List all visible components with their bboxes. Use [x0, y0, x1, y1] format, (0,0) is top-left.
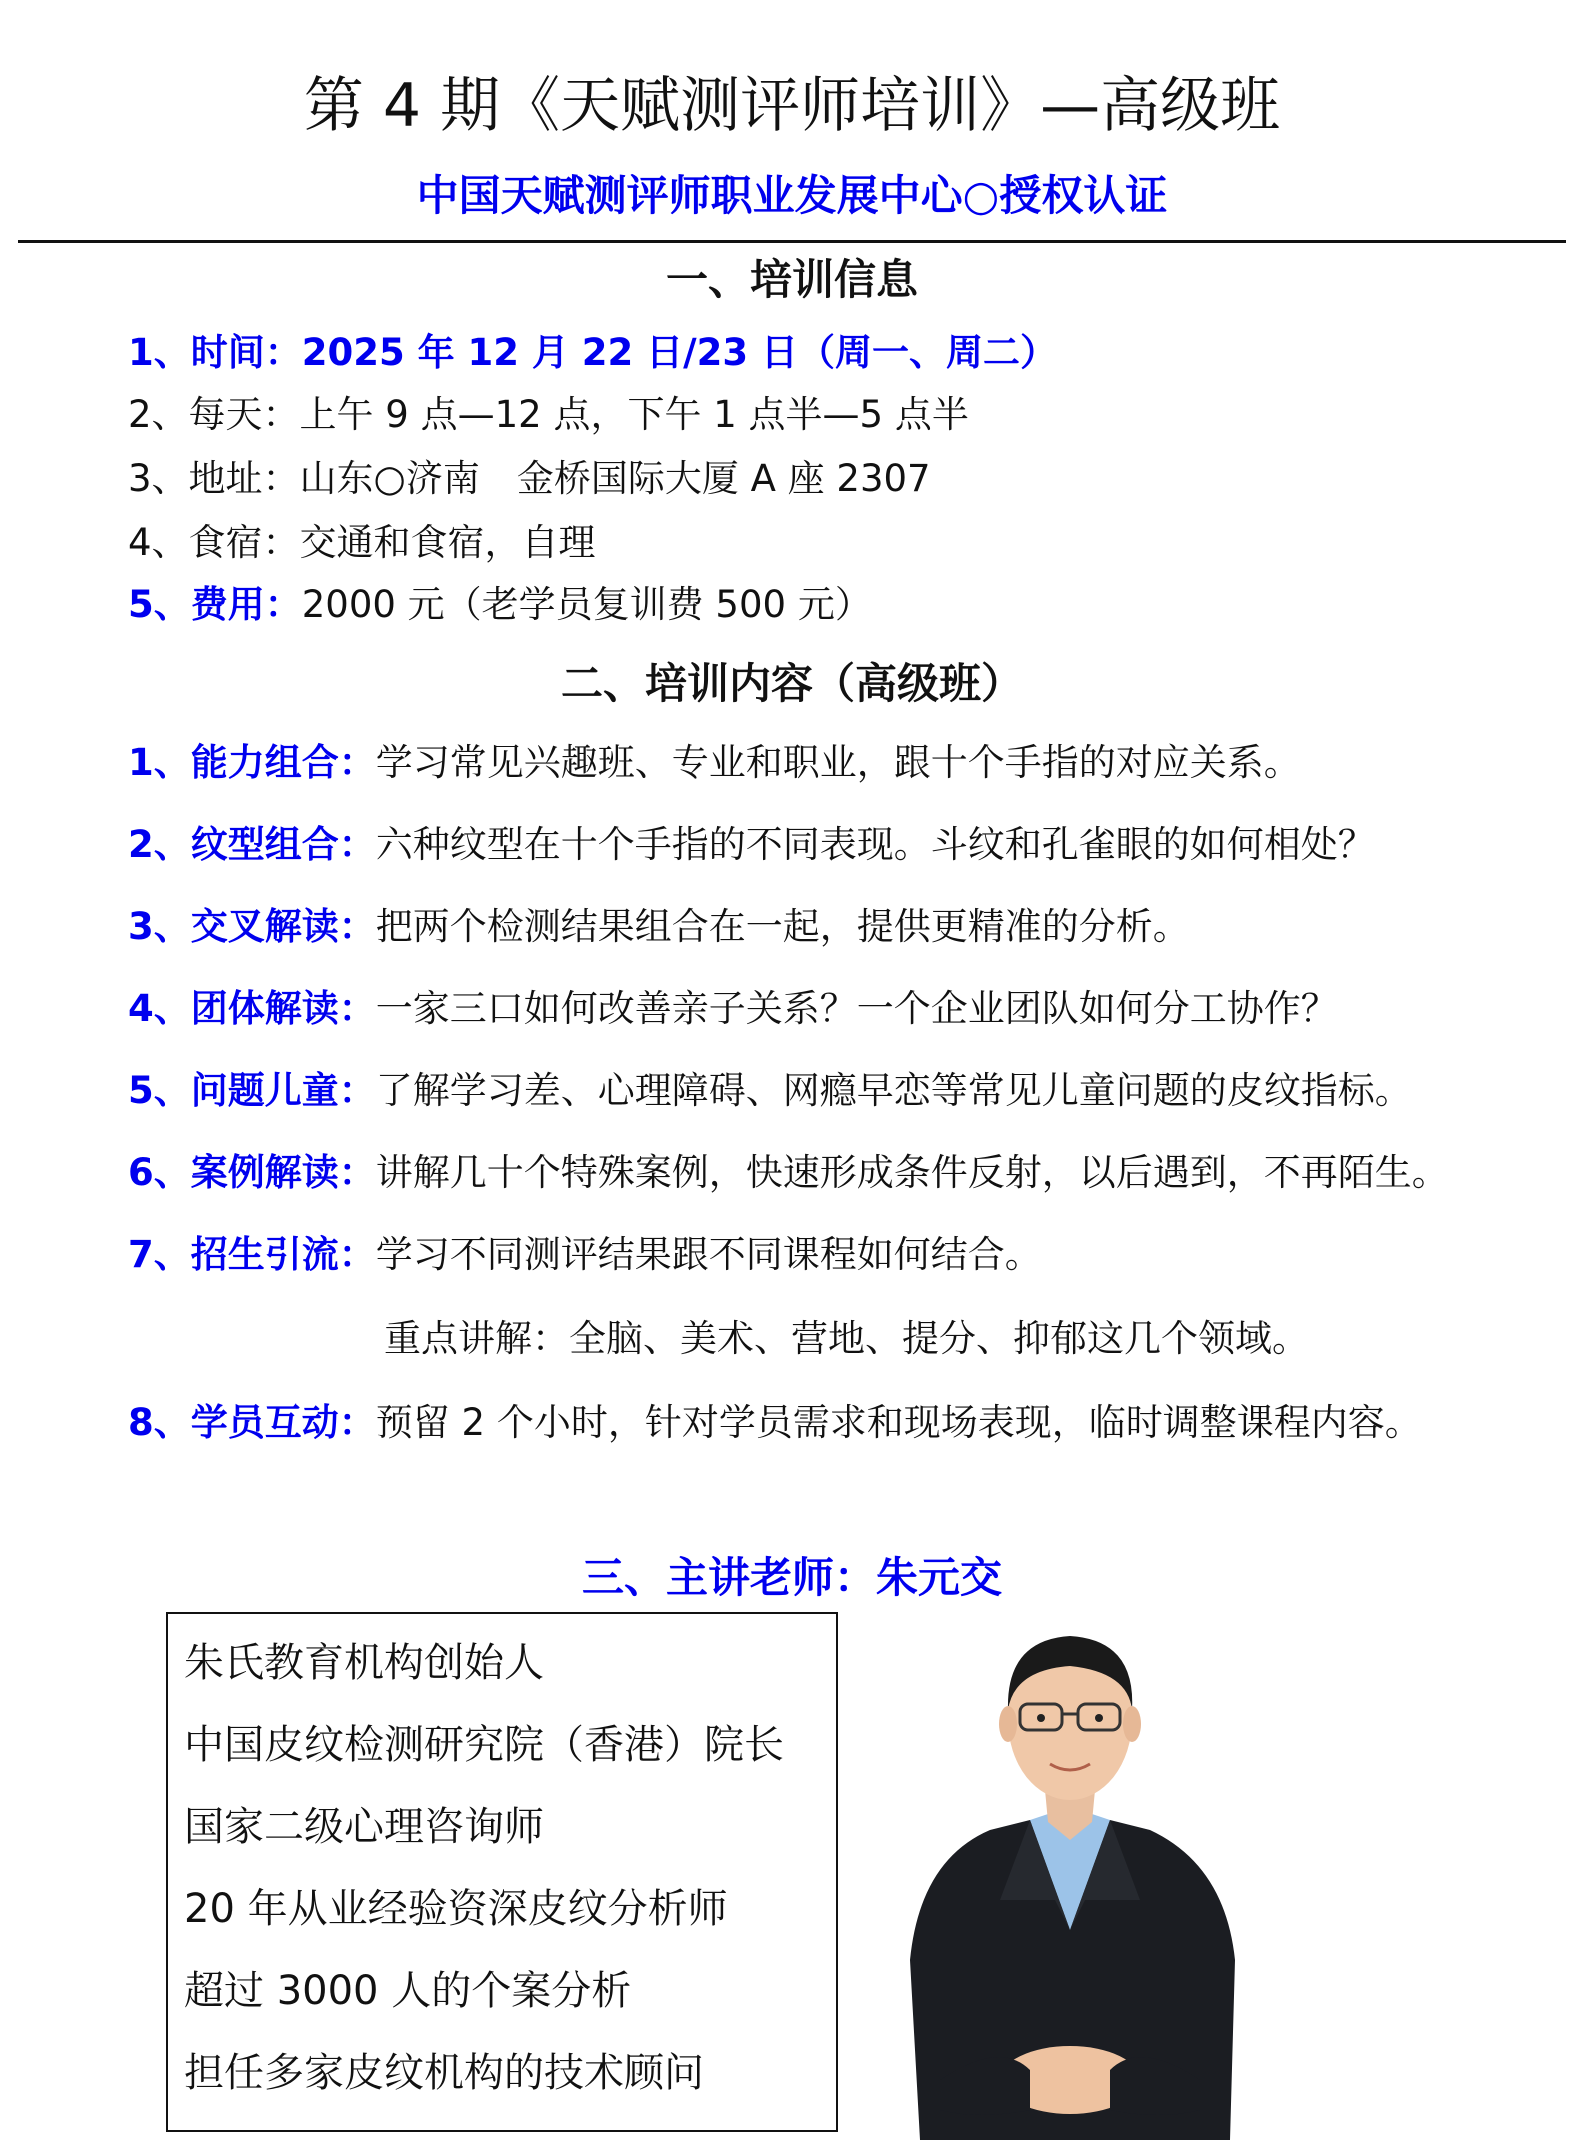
info-label: 5、费用：	[128, 583, 302, 626]
content-value: 重点讲解：全脑、美术、营地、提分、抑郁这几个领域。	[384, 1317, 1309, 1360]
content-item-5	[128, 1066, 1412, 1116]
bio-line: 超过 3000 人的个案分析	[184, 1968, 632, 2014]
info-label: 3、地址：	[128, 457, 300, 500]
content-value: 一家三口如何改善亲子关系？一个企业团队如何分工协作？	[375, 987, 1338, 1030]
content-label: 3、交叉解读：	[128, 905, 376, 948]
section-heading-training-content: 二、培训内容（高级班）	[560, 659, 1023, 708]
bio-line: 担任多家皮纹机构的技术顾问	[184, 2050, 704, 2096]
content-item-3	[128, 902, 1190, 952]
section-heading-lecturer: 三、主讲老师：朱元交	[581, 1553, 1002, 1602]
content-value: 学习不同测评结果跟不同课程如何结合。	[375, 1233, 1042, 1276]
content-item-1	[128, 738, 1301, 788]
content-value: 学习常见兴趣班、专业和职业，跟十个手指的对应关系。	[375, 741, 1301, 784]
section-heading-training-info: 一、培训信息	[665, 255, 918, 304]
content-label: 1、能力组合：	[128, 741, 376, 784]
content-item-8	[128, 1398, 1422, 1448]
page-title: 第 4 期《天赋测评师培训》—高级班	[303, 71, 1281, 141]
bio-line: 朱氏教育机构创始人	[184, 1640, 544, 1686]
bio-line: 20 年从业经验资深皮纹分析师	[184, 1886, 728, 1932]
bio-line: 中国皮纹检测研究院（香港）院长	[184, 1722, 784, 1768]
info-item-address	[128, 454, 931, 504]
content-label: 4、团体解读：	[128, 987, 376, 1030]
info-label: 2、每天：	[128, 393, 300, 436]
content-item-2	[128, 820, 1375, 870]
info-item-fee	[128, 580, 872, 630]
content-label: 2、纹型组合：	[128, 823, 376, 866]
info-label: 1、时间：	[128, 331, 302, 374]
content-label: 8、学员互动：	[128, 1401, 376, 1444]
info-value: 2000 元（老学员复训费 500 元）	[301, 583, 872, 626]
info-value: 上午 9 点—12 点，下午 1 点半—5 点半	[299, 393, 969, 436]
info-item-time	[128, 328, 1057, 378]
content-item-7	[128, 1230, 1042, 1280]
info-item-lodging	[128, 518, 596, 568]
info-item-daily	[128, 390, 969, 440]
info-label: 4、食宿：	[128, 521, 300, 564]
lecturer-portrait	[880, 1600, 1260, 2140]
page-subtitle: 中国天赋测评师职业发展中心○授权认证	[416, 171, 1168, 220]
content-label: 5、问题儿童：	[128, 1069, 376, 1112]
content-value: 预留 2 个小时，针对学员需求和现场表现，临时调整课程内容。	[375, 1401, 1422, 1444]
info-value: 2025 年 12 月 22 日/23 日（周一、周二）	[301, 331, 1057, 374]
content-label: 6、案例解读：	[128, 1151, 376, 1194]
content-value: 了解学习差、心理障碍、网瘾早恋等常见儿童问题的皮纹指标。	[375, 1069, 1412, 1112]
content-value: 把两个检测结果组合在一起，提供更精准的分析。	[375, 905, 1190, 948]
content-item-6	[128, 1148, 1449, 1198]
content-value: 六种纹型在十个手指的不同表现。斗纹和孔雀眼的如何相处？	[375, 823, 1375, 866]
header-divider	[18, 240, 1566, 243]
info-value: 交通和食宿，自理	[299, 521, 596, 564]
content-item-7-note	[384, 1314, 1309, 1364]
content-item-4	[128, 984, 1338, 1034]
info-value: 山东○济南 金桥国际大厦 A 座 2307	[299, 457, 931, 500]
content-label: 7、招生引流：	[128, 1233, 376, 1276]
bio-line: 国家二级心理咨询师	[184, 1804, 544, 1850]
content-value: 讲解几十个特殊案例，快速形成条件反射，以后遇到，不再陌生。	[375, 1151, 1449, 1194]
